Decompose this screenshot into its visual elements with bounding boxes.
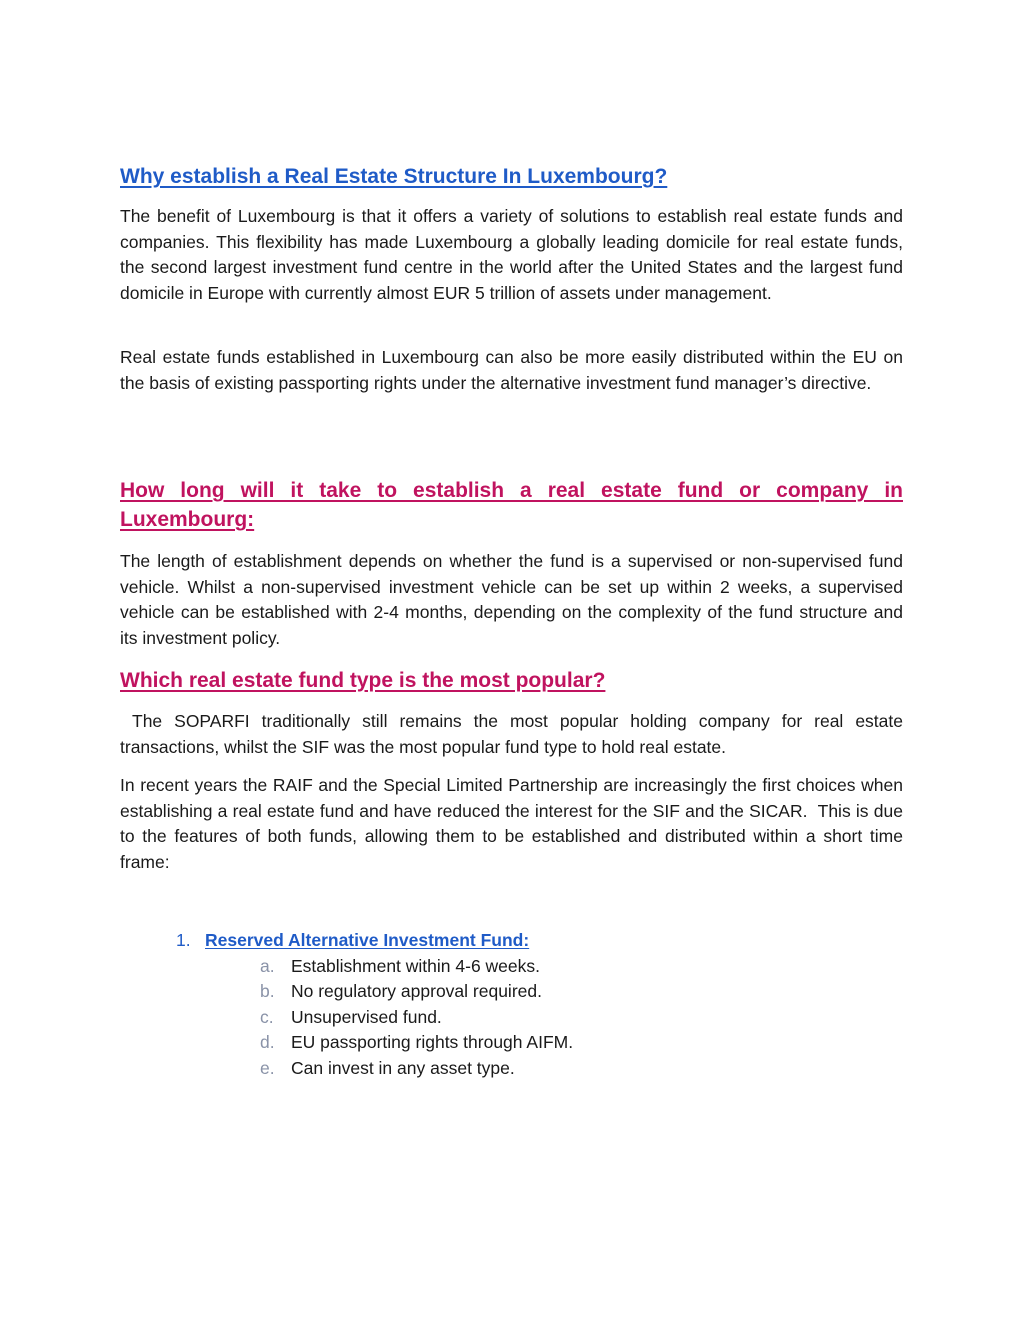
- paragraph-soparfi: The SOPARFI traditionally still remains the most popular holding company for real estate transactions, whilst the SIF was the most popular fund type to hold real estate.: [120, 711, 908, 757]
- sub-item-text: No regulatory approval required.: [291, 981, 542, 1001]
- paragraph-benefits: The benefit of Luxembourg is that it offers a variety of solutions to establish real estate funds and companies. This flexibility has made Luxembourg a globally leading domicile for real estate funds, the second largest investment fund centre in the world after the United States and the largest fund domicile in Europe with currently almost EUR 5 trillion of assets under management.: [120, 206, 903, 303]
- list-item-raif: [176, 928, 573, 954]
- list-number: 1.: [176, 930, 191, 950]
- sub-item-text: EU passporting rights through AIFM.: [291, 1032, 574, 1052]
- paragraph-distribution: Real estate funds established in Luxembourg can also be more easily distributed within the EU on the basis of existing passporting rights under the alternative investment fund manager’s directive.: [120, 347, 903, 393]
- heading-why-luxembourg[interactable]: Why establish a Real Estate Structure In Luxembourg?: [120, 165, 668, 188]
- list-title-link[interactable]: Reserved Alternative Investment Fund:: [205, 930, 530, 950]
- sub-item-letter: c.: [260, 1006, 274, 1027]
- sub-item: [260, 979, 573, 1005]
- sub-item: [260, 1005, 573, 1031]
- fund-feature-list: [176, 928, 573, 1081]
- sub-item: [260, 954, 573, 980]
- sub-item-letter: b.: [260, 981, 275, 1001]
- sub-item-letter: a.: [260, 955, 275, 976]
- sub-item-letter: e.: [260, 1057, 275, 1078]
- sub-item-text: Unsupervised fund.: [291, 1006, 442, 1027]
- sub-item-text: Can invest in any asset type.: [291, 1057, 515, 1078]
- heading-most-popular[interactable]: Which real estate fund type is the most popular?: [120, 669, 606, 692]
- sub-item-text: Establishment within 4-6 weeks.: [291, 955, 540, 976]
- paragraph-raif: In recent years the RAIF and the Special Limited Partnership are increasingly the first choices when establishing a real estate fund and have reduced the interest for the SIF and the SICAR. This is due to the features of both funds, allowing them to be established and distributed within a short time frame:: [120, 775, 908, 872]
- sub-item-letter: d.: [260, 1032, 275, 1052]
- sub-item: [260, 1056, 573, 1082]
- heading-how-long[interactable]: How long will it take to establish a real estate fund or company in Luxembourg:: [120, 479, 903, 531]
- sub-item: [260, 1030, 573, 1056]
- paragraph-establishment-length: The length of establishment depends on whether the fund is a supervised or non-supervised fund vehicle. Whilst a non-supervised investment vehicle can be set up within 2 weeks, a supervised vehicle can be established with 2-4 months, depending on the complexity of the fund structure and its investment policy.: [120, 551, 903, 648]
